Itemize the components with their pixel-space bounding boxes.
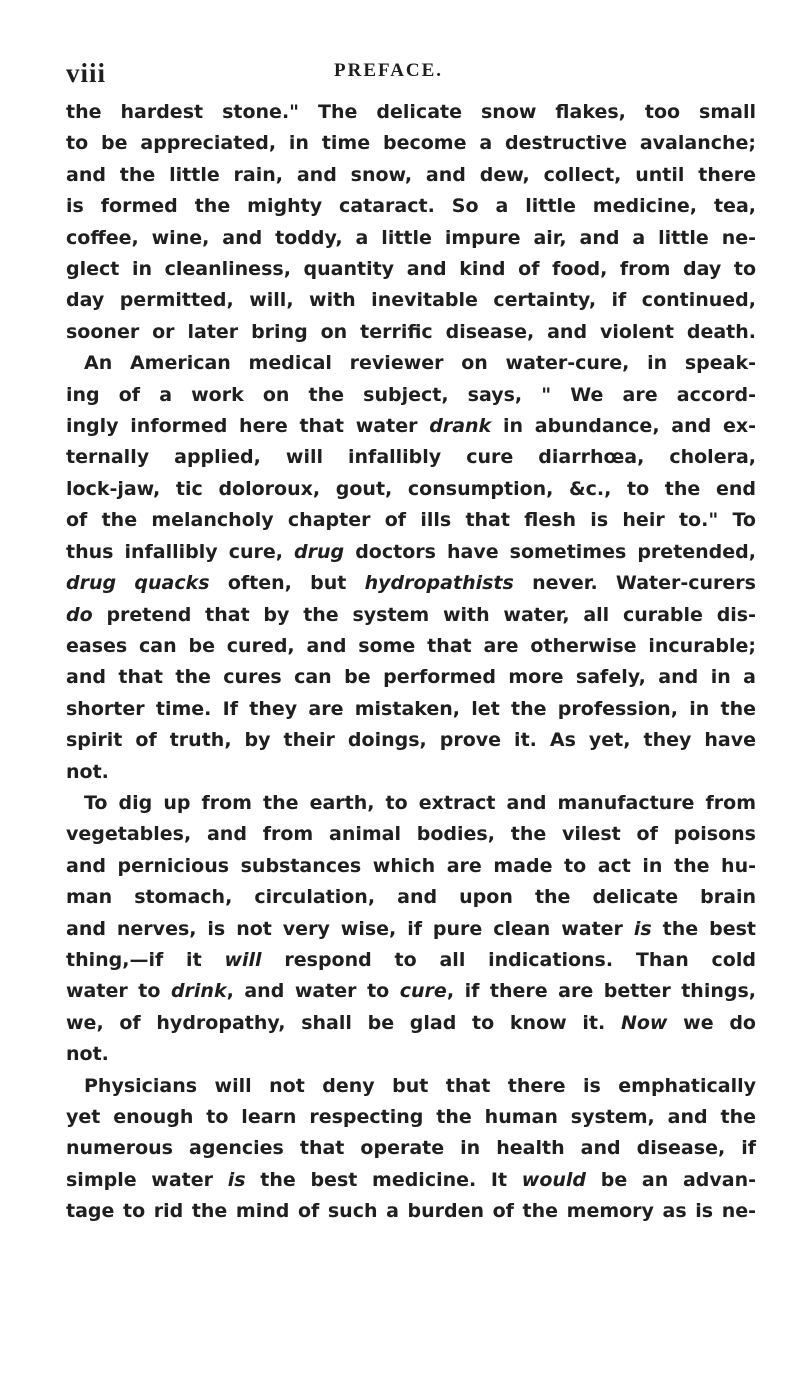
text-line: numerous agencies that operate in health and disease, if [66, 1137, 756, 1160]
paragraph-start-line: Physicians will not deny but that there is emphatically [84, 1074, 756, 1097]
text-line: day permitted, will, with inevitable certainty, if continued, [66, 289, 756, 312]
italic-word: drug [294, 540, 345, 563]
text-line: sooner or later bring on terrific disease, and violent death. [66, 320, 756, 343]
text-line: do pretend that by the system with water, all curable dis- [66, 603, 756, 626]
text-line: is formed the mighty cataract. So a little medicine, tea, [66, 195, 756, 218]
text-line: vegetables, and from animal bodies, the vilest of poisons [66, 823, 756, 846]
text-line: coffee, wine, and toddy, a little impure air, and a little ne- [66, 226, 756, 249]
text-line: ternally applied, will infallibly cure diarrhœa, cholera, [66, 446, 756, 469]
running-head [66, 58, 756, 88]
text-line: shorter time. If they are mistaken, let the profession, in the [66, 697, 756, 720]
text-line: man stomach, circulation, and upon the delicate brain [66, 886, 756, 909]
text-line: we, of hydropathy, shall be glad to know it. Now we do [66, 1011, 756, 1034]
italic-word: do [66, 603, 93, 626]
italic-word: drug quacks [66, 572, 210, 595]
italic-word: hydropathists [364, 572, 514, 595]
text-line: and that the cures can be performed more safely, and in a [66, 666, 756, 689]
text-line: not. [66, 1043, 109, 1066]
page-number: viii [66, 58, 107, 88]
italic-word: would [521, 1168, 587, 1191]
text-line: ingly informed here that water drank in abundance, and ex- [66, 415, 757, 438]
text-line: glect in cleanliness, quantity and kind of food, from day to [66, 258, 756, 281]
text-line: drug quacks often, but hydropathists never. Water-curers [66, 572, 756, 595]
italic-word: cure [399, 980, 447, 1003]
italic-word: drink [170, 980, 227, 1003]
text-line: thus infallibly cure, drug doctors have sometimes pretended, [66, 540, 756, 563]
body-text [66, 97, 756, 1228]
italic-word: will [224, 948, 262, 971]
text-line: to be appreciated, in time become a destructive avalanche; [66, 132, 756, 155]
text-line: eases can be cured, and some that are otherwise incurable; [66, 634, 756, 657]
paragraph-start-line: To dig up from the earth, to extract and manufacture from [84, 791, 756, 814]
italic-word: is [227, 1168, 246, 1191]
italic-word: Now [620, 1011, 668, 1034]
text-line: and the little rain, and snow, and dew, collect, until there [66, 163, 756, 186]
text-line: thing,—if it will respond to all indications. Than cold [66, 948, 756, 971]
italic-word: drank [429, 415, 492, 438]
text-line: not. [66, 760, 109, 783]
italic-word: is [633, 917, 652, 940]
text-line: spirit of truth, by their doings, prove it. As yet, they have [66, 729, 756, 752]
text-line: of the melancholy chapter of ills that flesh is heir to." To [66, 509, 756, 532]
text-line: yet enough to learn respecting the human system, and the [66, 1106, 756, 1128]
text-line: water to drink, and water to cure, if there are better things, [66, 980, 756, 1003]
text-line: lock-jaw, tic doloroux, gout, consumption, &c., to the end [66, 477, 756, 500]
text-line: ing of a work on the subject, says, " We are accord- [66, 383, 756, 406]
text-line: simple water is the best medicine. It would be an advan- [66, 1168, 756, 1191]
text-line: the hardest stone." The delicate snow flakes, too small [66, 101, 756, 123]
paragraph-start-line: An American medical reviewer on water-cure, in speak- [84, 352, 756, 375]
text-line: and pernicious substances which are made to act in the hu- [66, 854, 756, 877]
running-title: PREFACE. [334, 60, 444, 81]
text-line: and nerves, is not very wise, if pure clean water is the best [66, 917, 756, 940]
text-line: tage to rid the mind of such a burden of the memory as is ne- [66, 1200, 756, 1223]
